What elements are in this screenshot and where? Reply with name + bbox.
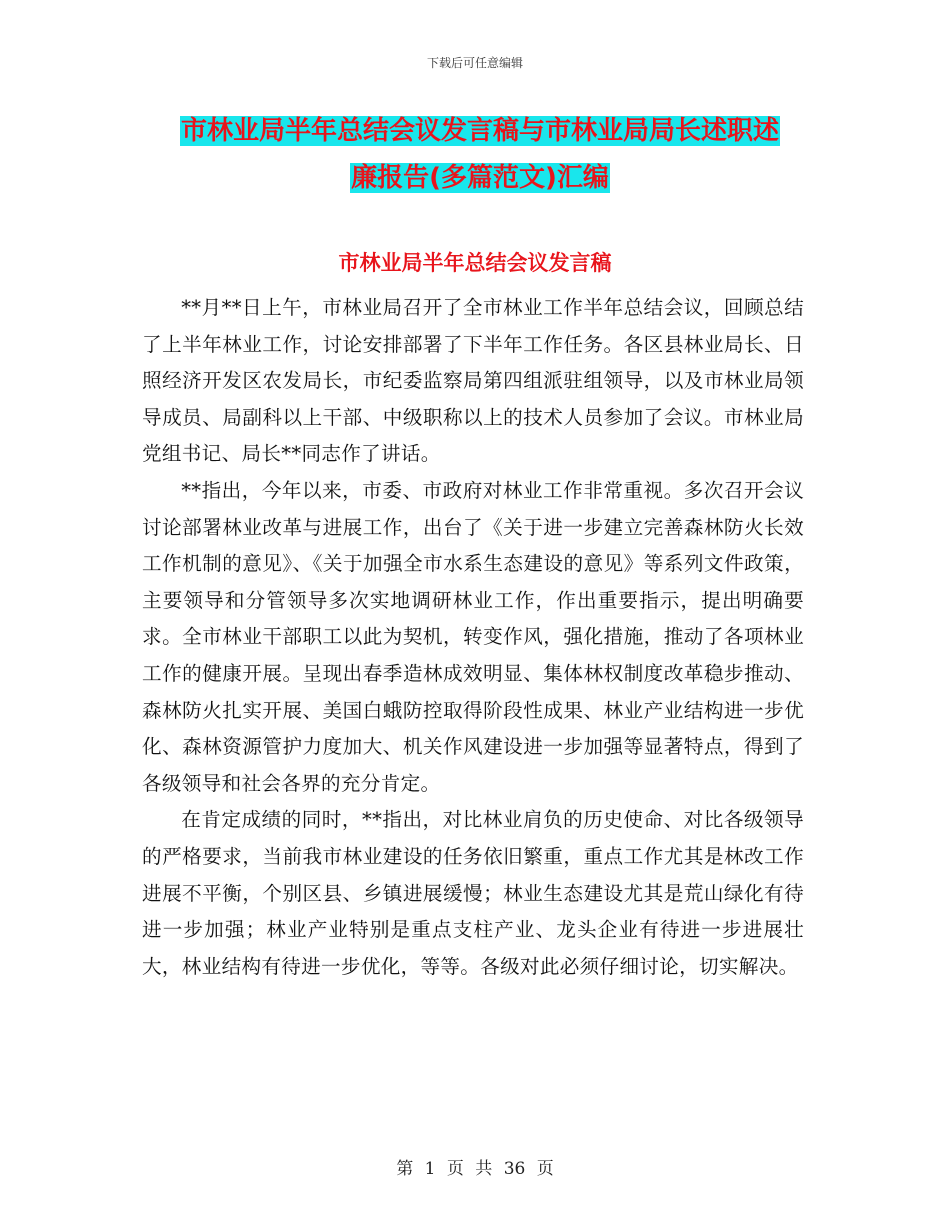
body-paragraph-3: 在肯定成绩的同时，**指出，对比林业肩负的历史使命、对比各级领导的严格要求，当前我市林业建设的任务依旧繁重，重点工作尤其是林改工作进展不平衡，个别区县、乡镇进展缓慢；林业生态建设尤其是荒山绿化有待进一步加强；林业产业特别是重点支柱产业、龙头企业有待进一步进展壮大，林业结构有待进一步优化，等等。各级对此必须仔细讨论，切实解决。 <box>142 808 804 978</box>
document-body <box>142 290 804 985</box>
page-number-footer: 第 1 页 共 36 页 <box>396 1159 554 1179</box>
document-title <box>140 108 820 202</box>
body-paragraph-1: **月**日上午，市林业局召开了全市林业工作半年总结会议，回顾总结了上半年林业工作，讨论安排部署了下半年工作任务。各区县林业局长、日照经济开发区农发局长，市纪委监察局第四组派驻组领导，以及市林业局领导成员、局副科以上干部、中级职称以上的技术人员参加了会议。市林业局党组书记、局长**同志作了讲话。 <box>142 296 804 466</box>
document-title-line-2: 廉报告(多篇范文)汇编 <box>351 163 609 193</box>
document-title-line-1: 市林业局半年总结会议发言稿与市林业局局长述职述 <box>180 116 779 146</box>
section-title: 市林业局半年总结会议发言稿 <box>338 251 612 275</box>
page-header-note: 下载后可任意编辑 <box>426 56 523 70</box>
body-paragraph-2: **指出，今年以来，市委、市政府对林业工作非常重视。多次召开会议讨论部署林业改革与进展工作，出台了《关于进一步建立完善森林防火长效工作机制的意见》、《关于加强全市水系生态建设的意见》等系列文件政策，主要领导和分管领导多次实地调研林业工作，作出重要指示，提出明确要求。全市林业干部职工以此为契机，转变作风，强化措施，推动了各项林业工作的健康开展。呈现出春季造林成效明显、集体林权制度改革稳步推动、森林防火扎实开展、美国白蛾防控取得阶段性成果、林业产业结构进一步优化、森林资源管护力度加大、机关作风建设进一步加强等显著特点，得到了各级领导和社会各界的充分肯定。 <box>142 478 804 795</box>
